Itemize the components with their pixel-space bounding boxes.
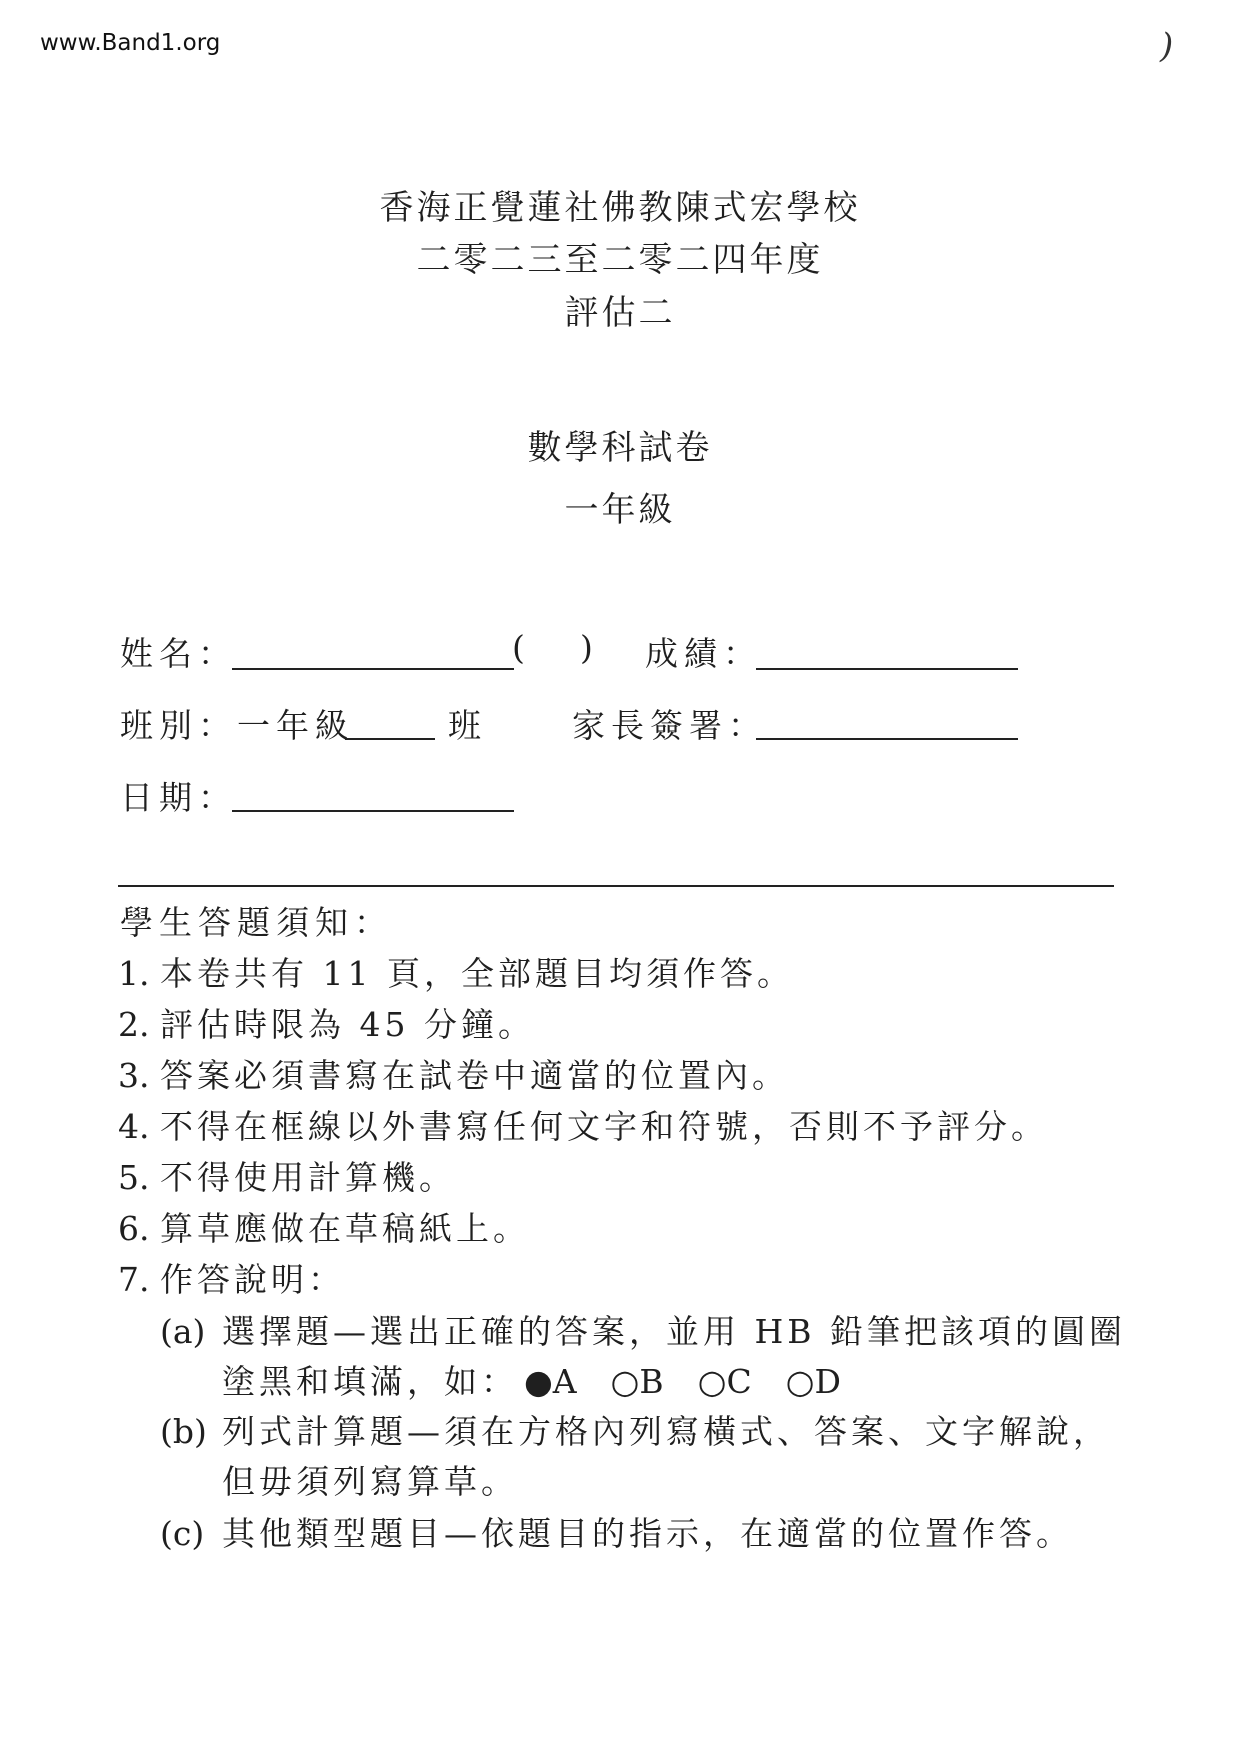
note-text: 評估時限為 45 分鐘。 (160, 1005, 535, 1044)
class-number-open-paren: ( (512, 628, 531, 667)
instruction-b (160, 1406, 1110, 1453)
instruction-text: 選擇題—選出正確的答案，並用 HB 鉛筆把該項的圓圈 (222, 1312, 1127, 1351)
class-label: 班別：一年級 (120, 706, 354, 745)
instruction-text: 列式計算題—須在方格內列寫橫式、答案、文字解說， (222, 1412, 1110, 1451)
score-field[interactable] (756, 666, 1018, 670)
notes-title: 學生答題須知： (120, 903, 393, 942)
date-field[interactable] (232, 808, 514, 812)
site-watermark: www.Band1.org (40, 30, 221, 56)
academic-year: 二零二三至二零二四年度 (416, 240, 824, 280)
school-name: 香海正覺蓮社佛教陳式宏學校 (379, 188, 861, 228)
instruction-a-continued (222, 1356, 841, 1403)
note-item (118, 948, 794, 995)
instruction-a (160, 1306, 1126, 1353)
note-text: 不得使用計算機。 (160, 1158, 456, 1197)
note-item (118, 1254, 345, 1301)
option-example: ○C (697, 1362, 752, 1401)
note-number: 4. (118, 1107, 150, 1146)
instruction-tag: (b) (160, 1412, 207, 1451)
note-number: 3. (118, 1056, 150, 1095)
instruction-c (160, 1508, 1073, 1555)
section-divider (118, 885, 1114, 887)
option-example: ○B (610, 1362, 664, 1401)
option-example: ○D (785, 1362, 841, 1401)
name-label: 姓名： (120, 634, 237, 673)
note-item (118, 1152, 456, 1199)
grade-title: 一年級 (564, 490, 676, 530)
instruction-text: 其他類型題目—依題目的指示，在適當的位置作答。 (222, 1514, 1073, 1553)
note-number: 6. (118, 1209, 150, 1248)
note-item (118, 999, 535, 1046)
parent-signature-field[interactable] (756, 736, 1018, 740)
note-number: 1. (118, 954, 150, 993)
instruction-b-continued (222, 1456, 518, 1503)
page-mark: ) (1160, 26, 1174, 66)
name-field[interactable] (232, 666, 514, 670)
score-label: 成績： (645, 634, 762, 673)
note-text: 答案必須書寫在試卷中適當的位置內。 (160, 1056, 789, 1095)
class-number-close-paren: ) (580, 628, 599, 667)
note-item (118, 1101, 1048, 1148)
note-text: 不得在框線以外書寫任何文字和符號，否則不予評分。 (160, 1107, 1048, 1146)
note-text: 作答說明： (160, 1260, 345, 1299)
instruction-text: 塗黑和填滿，如： (222, 1362, 518, 1401)
instruction-tag: (a) (160, 1312, 206, 1351)
date-label: 日期： (120, 778, 237, 817)
note-number: 7. (118, 1260, 150, 1299)
instruction-text: 但毋須列寫算草。 (222, 1462, 518, 1501)
class-field[interactable] (345, 736, 435, 740)
note-text: 本卷共有 11 頁，全部題目均須作答。 (160, 954, 794, 993)
class-suffix: 班 (448, 706, 487, 745)
option-example: ●A (524, 1362, 577, 1401)
note-text: 算草應做在草稿紙上。 (160, 1209, 530, 1248)
note-number: 2. (118, 1005, 150, 1044)
option-examples (518, 1362, 841, 1401)
note-item (118, 1050, 789, 1097)
instruction-tag: (c) (160, 1514, 205, 1553)
assessment-title: 評估二 (564, 293, 676, 333)
note-number: 5. (118, 1158, 150, 1197)
parent-signature-label: 家長簽署： (572, 706, 767, 745)
subject-title: 數學科試卷 (527, 428, 713, 468)
note-item (118, 1203, 530, 1250)
